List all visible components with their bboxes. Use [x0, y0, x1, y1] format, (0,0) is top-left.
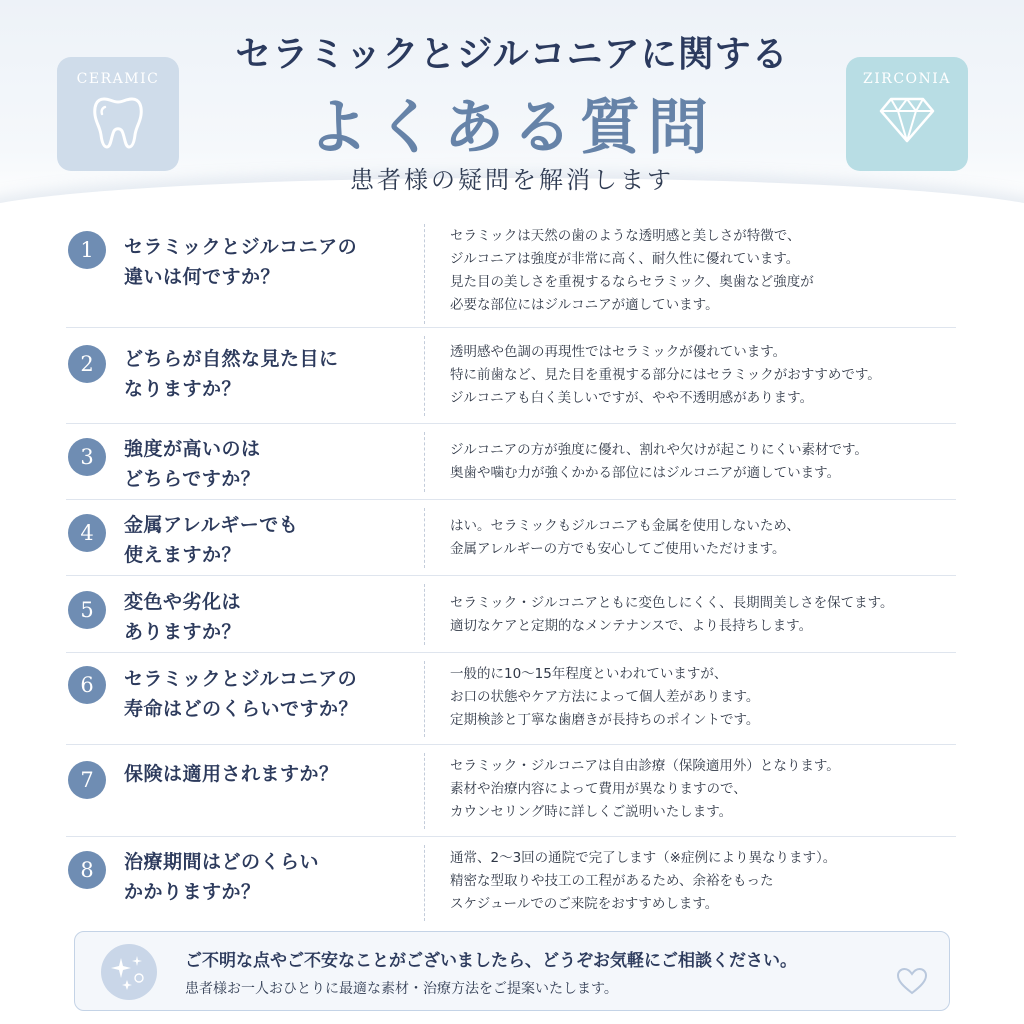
faq-item: [66, 653, 956, 745]
faq-number: 6: [68, 666, 106, 704]
faq-question: セラミックとジルコニアの 寿命はどのくらいですか？: [124, 668, 359, 720]
ceramic-badge-label: CERAMIC: [76, 71, 160, 87]
faq-number: 5: [68, 591, 106, 629]
notice-box: [74, 931, 950, 1011]
faq-item: [66, 745, 956, 837]
page-subtitle: 患者様の疑問を解消します: [350, 166, 674, 194]
zirconia-badge-label: ZIRCONIA: [863, 71, 951, 87]
faq-item: [66, 576, 956, 653]
faq-question: 強度が高いのは どちらですか？: [124, 438, 261, 490]
faq-item: [66, 424, 956, 500]
faq-item: [66, 222, 956, 328]
faq-question: セラミックとジルコニアの 違いは何ですか？: [124, 236, 358, 288]
faq-question: 治療期間はどのくらい かかりますか？: [124, 851, 320, 903]
faq-divider: [424, 432, 425, 492]
page-title-line2: よくある質問: [308, 93, 716, 163]
faq-number: 3: [68, 438, 106, 476]
faq-divider: [424, 336, 425, 416]
faq-divider: [424, 753, 425, 829]
notice-sub-text: 患者様お一人おひとりに最適な素材・治療方法をご提案いたします。: [185, 981, 618, 997]
faq-number: 2: [68, 345, 106, 383]
notice-main-text: ご不明な点やご不安なことがございましたら、どうぞお気軽にご相談ください。: [185, 951, 797, 971]
faq-item: [66, 328, 956, 424]
faq-answer: はい。セラミックもジルコニアも金属を使用しないため、 金属アレルギーの方でも安心してご使用いただけます。: [450, 518, 800, 557]
faq-question: 変色や劣化は ありますか？: [124, 591, 242, 643]
faq-item: [66, 837, 956, 929]
faq-question: どちらが自然な見た目に なりますか？: [124, 348, 339, 400]
faq-divider: [424, 224, 425, 324]
faq-answer: セラミック・ジルコニアは自由診療（保険適用外）となります。 素材や治療内容によって費用が異なりますので、 カウンセリング時に詳しくご説明いたします。: [450, 758, 840, 820]
faq-divider: [424, 508, 425, 568]
faq-number: 4: [68, 514, 106, 552]
faq-divider: [424, 584, 425, 645]
faq-number: 7: [68, 761, 106, 799]
faq-answer: セラミック・ジルコニアともに変色しにくく、長期間美しさを保てます。 適切なケアと定期的なメンテナンスで、より長持ちします。: [450, 595, 894, 634]
faq-answer: 透明感や色調の再現性ではセラミックが優れています。 特に前歯など、見た目を重視する部分にはセラミックがおすすめです。 ジルコニアも白く美しいですが、やや不透明感があります。: [450, 344, 881, 406]
header: [0, 0, 1024, 212]
sparkle-icon: [101, 944, 157, 1000]
faq-answer: ジルコニアの方が強度に優れ、割れや欠けが起こりにくい素材です。 奥歯や噛む力が強くかかる部位にはジルコニアが適しています。: [450, 442, 868, 481]
faq-question: 保険は適用されますか？: [124, 763, 339, 785]
faq-answer: 一般的に10〜15年程度といわれていますが、 お口の状態やケア方法によって個人差があります。 定期検診と丁寧な歯磨きが長持ちのポイントです。: [450, 666, 760, 728]
faq-question: 金属アレルギーでも 使えますか？: [124, 514, 299, 566]
faq-item: [66, 500, 956, 576]
faq-divider: [424, 845, 425, 921]
faq-number: 8: [68, 851, 106, 889]
faq-number: 1: [68, 231, 106, 269]
page-title-line1: セラミックとジルコニアに関する: [235, 33, 789, 75]
faq-divider: [424, 661, 425, 737]
faq-answer: 通常、2〜3回の通院で完了します（※症例により異なります）。 精密な型取りや技工の工程があるため、余裕をもった スケジュールでのご来院をおすすめします。: [450, 850, 837, 912]
heart-icon: [895, 966, 929, 996]
faq-answer: セラミックは天然の歯のような透明感と美しさが特徴で、 ジルコニアは強度が非常に高く、耐久性に優れています。 見た目の美しさを重視するならセラミック、奥歯など強度が 必要な部位にはジルコニアが適しています。: [450, 228, 814, 313]
